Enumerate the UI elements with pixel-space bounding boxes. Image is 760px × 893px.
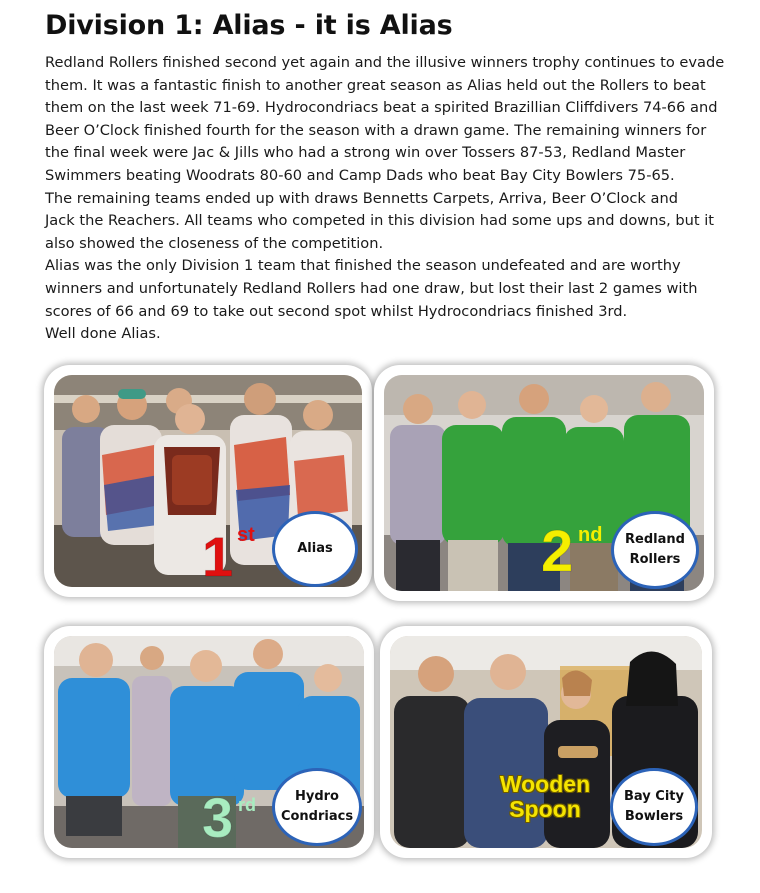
paragraph-line: Well done Alias.: [45, 325, 161, 343]
place-number-first: 1: [202, 525, 234, 588]
paragraph-line: The remaining teams ended up with draws Bennetts Carpets, Arriva, Beer O’Clock and: [45, 189, 678, 207]
team-name-alias: Alias: [297, 541, 333, 556]
place-suffix-third: rd: [238, 795, 256, 815]
paragraph-line: them. It was a fantastic finish to another great season as Alias held out the Rollers to beat: [45, 76, 706, 94]
paragraph-line: the final week were Jac & Jills who had a strong win over Tossers 87-53, Redland Master: [45, 144, 686, 162]
team-name-hydro-condriacs: [281, 787, 353, 827]
paragraph-line: them on the last week 71-69. Hydrocondriacs beat a spirited Brazillian Cliffdivers 74-66 and: [45, 99, 718, 117]
team-name-bay-city-bowlers: [624, 787, 684, 827]
team-name-line: Rollers: [629, 552, 681, 567]
team-badge-hydro-condriacs: [272, 768, 362, 846]
place-number-third: 3: [202, 786, 234, 849]
team-badge-redland-rollers: [611, 511, 699, 589]
award-line: Wooden: [499, 771, 591, 797]
place-suffix-second: nd: [578, 524, 603, 546]
photo-card-hydro-condriacs: [44, 626, 374, 858]
paragraph-line: scores of 66 and 69 to take out second spot whilst Hydrocondriacs finished 3rd.: [45, 302, 628, 320]
paragraph-line: Alias was the only Division 1 team that finished the season undefeated and are worthy: [45, 257, 681, 275]
paragraph-line: Jack the Reachers. All teams who competed in this division had some ups and downs, but it: [45, 212, 715, 230]
team-name-line: Bowlers: [624, 809, 684, 824]
team-name-line: Hydro: [294, 789, 339, 804]
paragraph-line: also showed the closeness of the competition.: [45, 234, 384, 252]
article-paragraph: [45, 52, 735, 346]
paragraph-line: Redland Rollers finished second yet again and the illusive winners trophy continues to evade: [45, 54, 725, 71]
photo-card-bay-city-bowlers: [380, 626, 712, 858]
team-name-redland-rollers: [625, 530, 685, 570]
place-number-second: 2: [541, 519, 574, 584]
team-name-line: Bay City: [624, 789, 684, 804]
place-suffix-first: st: [237, 524, 255, 546]
photo-card-redland-rollers: [374, 365, 714, 601]
team-name-line: Redland: [625, 532, 685, 547]
team-badge-alias: [272, 511, 358, 587]
photo-card-alias: [44, 365, 372, 597]
team-name-line: Condriacs: [280, 809, 354, 824]
team-badge-bay-city-bowlers: [610, 768, 698, 846]
paragraph-line: Beer O’Clock finished fourth for the season with a drawn game. The remaining winners for: [45, 121, 707, 139]
award-line: Spoon: [509, 796, 581, 822]
paragraph-line: winners and unfortunately Redland Rollers had one draw, but lost their last 2 games with: [45, 279, 698, 297]
wooden-spoon-label: [490, 772, 600, 822]
page-title: Division 1: Alias - it is Alias: [45, 10, 453, 41]
paragraph-line: Swimmers beating Woodrats 80-60 and Camp Dads who beat Bay City Bowlers 75-65.: [45, 166, 675, 184]
